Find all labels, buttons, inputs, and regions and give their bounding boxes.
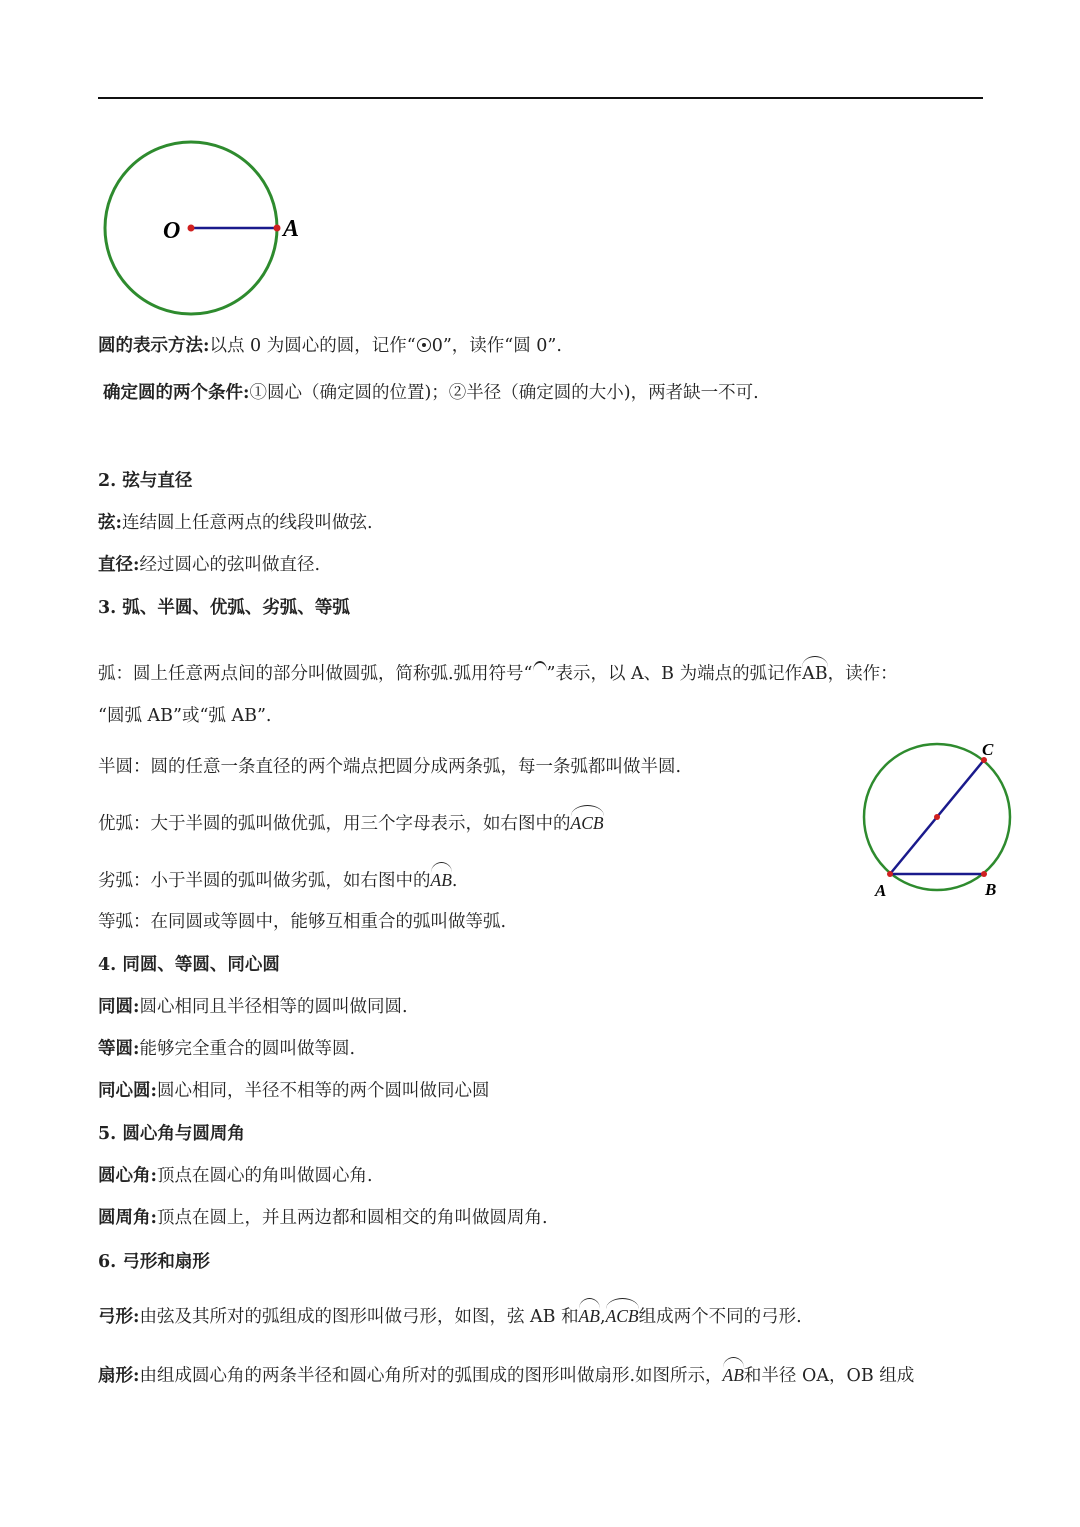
- text: ①圆心（确定圆的位置)；②半径（确定圆的大小)，两者缺一不可.: [249, 383, 759, 403]
- line-same-circle: [98, 995, 408, 1019]
- heading-4: 4. 同圆、等圆、同心圆: [98, 955, 280, 975]
- point-a2: [887, 871, 893, 877]
- label-a2: A: [875, 881, 887, 900]
- text: 圆心相同，半径不相等的两个圆叫做同心圆: [156, 1081, 490, 1101]
- term-sector: 扇形:: [98, 1366, 140, 1386]
- line-minor-arc: [98, 864, 457, 893]
- text: ”表示，以 A、B 为端点的弧记作: [546, 664, 803, 684]
- point-a: [274, 225, 281, 232]
- arc-acb: ACB: [571, 807, 604, 835]
- text: 以点 0 为圆心的圆，记作“: [209, 336, 416, 356]
- line-major-arc: [98, 807, 604, 836]
- text: 圆心相同且半径相等的圆叫做同圆.: [139, 997, 408, 1017]
- line-arc-reading: “圆弧 AB”或“弧 AB”.: [98, 706, 272, 726]
- line-arc-def: [98, 658, 898, 686]
- text: 优弧：大于半圆的弧叫做优弧，用三个字母表示，如右图中的: [98, 814, 571, 834]
- line-circle-notation: [98, 334, 562, 358]
- text: 顶点在圆上，并且两边都和圆相交的角叫做圆周角.: [156, 1208, 548, 1228]
- arc-ab-sector: AB: [723, 1359, 744, 1387]
- line-chord: [98, 511, 373, 535]
- line-diameter: [98, 553, 320, 577]
- line-central-angle: [98, 1164, 373, 1188]
- text: 和半径 OA，OB 组成: [743, 1366, 915, 1386]
- arc-ab: AB: [802, 658, 828, 686]
- circle-figure-oa: [95, 135, 315, 325]
- label-b2: B: [985, 880, 997, 899]
- line-equal-circle: [98, 1037, 355, 1061]
- heading-6: 6. 弓形和扇形: [98, 1252, 210, 1272]
- line-concentric: [98, 1079, 489, 1103]
- arc-symbol: [533, 661, 547, 671]
- point-center2: [934, 814, 940, 820]
- line-segment-shape: [98, 1300, 802, 1329]
- text: 0”，读作“圆 0”.: [431, 336, 562, 356]
- arc-acb-segment: ACB: [606, 1300, 639, 1328]
- term-two-conditions: 确定圆的两个条件:: [103, 383, 250, 403]
- circle-dot-symbol: [417, 338, 431, 352]
- heading-5: 5. 圆心角与圆周角: [98, 1124, 245, 1144]
- text: 连结圆上任意两点的线段叫做弦.: [121, 513, 373, 533]
- term-central-angle: 圆心角:: [98, 1166, 157, 1186]
- text: 弧：圆上任意两点间的部分叫做圆弧，简称弧.弧用符号“: [98, 664, 533, 684]
- text: 能够完全重合的圆叫做等圆.: [139, 1039, 356, 1059]
- text: 组成两个不同的弓形.: [638, 1307, 802, 1327]
- arc-ab-minor: AB: [431, 864, 452, 892]
- term-inscribed-angle: 圆周角:: [98, 1208, 157, 1228]
- top-rule: [98, 97, 983, 99]
- text: 由弦及其所对的弧组成的图形叫做弓形，如图，弦 AB 和: [139, 1307, 579, 1327]
- text: 顶点在圆心的角叫做圆心角.: [156, 1166, 373, 1186]
- term-chord: 弦:: [98, 513, 122, 533]
- line-inscribed-angle: [98, 1206, 548, 1230]
- line-semicircle: 半圆：圆的任意一条直径的两个端点把圆分成两条弧，每一条弧都叫做半圆.: [98, 757, 682, 777]
- term-equal-circle: 等圆:: [98, 1039, 140, 1059]
- term-segment-shape: 弓形:: [98, 1307, 140, 1327]
- text: ,: [599, 1307, 606, 1327]
- text: 由组成圆心角的两条半径和圆心角所对的弧围成的图形叫做扇形.如图所示，: [139, 1366, 723, 1386]
- term-diameter: 直径:: [98, 555, 140, 575]
- heading-3: 3. 弧、半圆、优弧、劣弧、等弧: [98, 598, 350, 618]
- point-o: [188, 225, 195, 232]
- line-two-conditions: [103, 381, 759, 405]
- line-sector: [98, 1359, 914, 1388]
- term-circle-notation: 圆的表示方法:: [98, 336, 210, 356]
- arc-ab-segment: AB: [579, 1300, 600, 1328]
- point-b2: [981, 871, 987, 877]
- line-equal-arc: 等弧：在同圆或等圆中，能够互相重合的弧叫做等弧.: [98, 912, 507, 932]
- text: 劣弧：小于半圆的弧叫做劣弧，如右图中的: [98, 871, 431, 891]
- term-concentric: 同心圆:: [98, 1081, 157, 1101]
- label-c2: C: [982, 740, 994, 759]
- text: ，读作：: [827, 664, 898, 684]
- term-same-circle: 同圆:: [98, 997, 140, 1017]
- heading-2: 2. 弦与直径: [98, 471, 193, 491]
- text: 经过圆心的弦叫做直径.: [139, 555, 321, 575]
- label-a: A: [283, 216, 300, 242]
- label-o: O: [163, 218, 181, 244]
- text: .: [451, 871, 458, 891]
- circle-figure-acb: [855, 735, 1025, 905]
